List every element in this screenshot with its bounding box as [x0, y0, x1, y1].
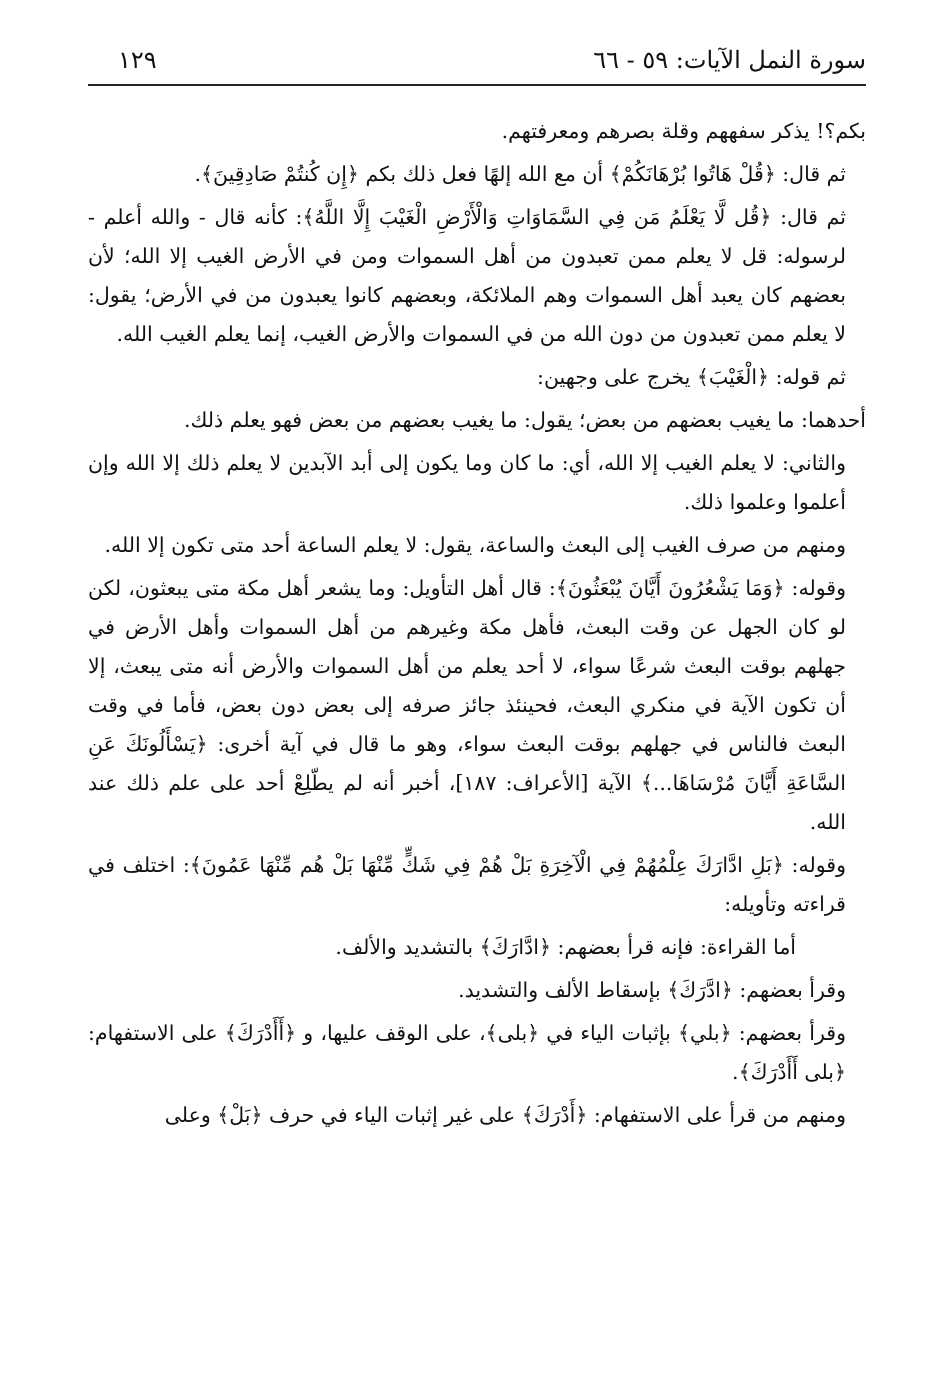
paragraph: أما القراءة: فإنه قرأ بعضهم: ﴿ادَّارَكَ﴾ بالتشديد والألف.: [335, 935, 796, 959]
paragraph: أحدهما: ما يغيب بعضهم من بعض؛ يقول: ما يغيب بعضهم من بعض فهو يعلم ذلك.: [184, 408, 866, 432]
paragraph: ومنهم من قرأ على الاستفهام: ﴿أَدْرَكَ﴾ على غير إثبات الياء في حرف ﴿بَلْ﴾ وعلى: [164, 1103, 846, 1127]
page-number: ١٢٩: [118, 46, 157, 74]
paragraph: ثم قال: ﴿قُل لَّا يَعْلَمُ مَن فِي السَّمَاوَاتِ وَالْأَرْضِ الْغَيْبَ إِلَّا اللَّهُ﴾: كأنه قال - والله أعلم - لرسوله: قل لا يعلم ممن تعبدون من أهل السموات ومن في الأرض الغيب إلا الله؛ لأن بعضهم كان يعبد أهل السموات وهم الملائكة، وبعضهم كانوا يعبدون من في الأرض؛ يقول: لا يعلم ممن تعبدون من دون الله من في السموات والأرض الغيب، إنما يعلم الغيب الله.: [88, 205, 846, 346]
paragraph: ثم قال: ﴿قُلْ هَاتُوا بُرْهَانَكُمْ﴾ أن مع الله إلهًا فعل ذلك بكم ﴿إِن كُنتُمْ صَادِقِينَ﴾.: [194, 162, 846, 186]
paragraph: ومنهم من صرف الغيب إلى البعث والساعة، يقول: لا يعلم الساعة أحد متى تكون إلا الله.: [104, 533, 846, 557]
paragraph: ثم قوله: ﴿الْغَيْبَ﴾ يخرج على وجهين:: [537, 365, 846, 389]
paragraph: وقوله: ﴿وَمَا يَشْعُرُونَ أَيَّانَ يُبْعَثُونَ﴾: قال أهل التأويل: وما يشعر أهل مكة متى يبعثون، لكن لو كان الجهل عن وقت البعث، فأهل مكة وغيرهم من أهل السموات وأهل الأرض في جهلهم بوقت البعث شرعًا سواء، لا أحد يعلم من أهل السموات والأرض أنه متى يبعث، إلا أن تكون الآية في منكري البعث، فحينئذ جائز صرفه إلى بعض دون بعض، فأما في وقت البعث فالناس في جهلهم بوقت البعث سواء، وهو ما قال في آية أخرى: ﴿يَسْأَلُونَكَ عَنِ السَّاعَةِ أَيَّانَ مُرْسَاهَا...﴾ الآية [الأعراف: ١٨٧]، أخبر أنه لم يطّلِعْ أحد على علم ذلك عند الله.: [88, 576, 846, 834]
paragraph: وقرأ بعضهم: ﴿بلي﴾ بإثبات الياء في ﴿بلى﴾، على الوقف عليها، و ﴿أَأَدْرَكَ﴾ على الاستفهام: ﴿بلى أَأَدْرَكَ﴾.: [88, 1021, 846, 1084]
paragraph: بكم؟! يذكر سفههم وقلة بصرهم ومعرفتهم.: [501, 119, 866, 143]
page-body: [88, 112, 866, 1135]
paragraph: وقرأ بعضهم: ﴿ادَّرَكَ﴾ بإسقاط الألف والتشديد.: [458, 978, 846, 1002]
paragraph: والثاني: لا يعلم الغيب إلا الله، أي: ما كان وما يكون إلى أبد الآبدين لا يعلم ذلك إلا الله وإن أعلموا وعلموا ذلك.: [88, 451, 846, 514]
page-header: [88, 40, 866, 86]
running-title: سورة النمل الآيات: ٥٩ - ٦٦: [593, 46, 866, 74]
paragraph: وقوله: ﴿بَلِ ادَّارَكَ عِلْمُهُمْ فِي الْآخِرَةِ بَلْ هُمْ فِي شَكٍّ مِّنْهَا بَلْ هُم مِّنْهَا عَمُونَ﴾: اختلف في قراءته وتأويله:: [88, 853, 846, 916]
book-page: [88, 40, 866, 1139]
